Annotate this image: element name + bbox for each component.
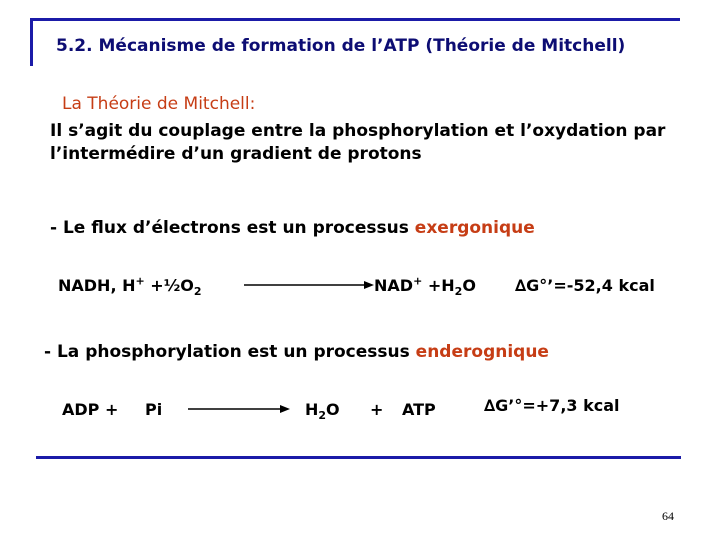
- intro-paragraph-line-2: l’intermédire d’un gradient de protons: [50, 144, 422, 164]
- energy-value-2: G’°=+7,3 kcal: [495, 396, 620, 415]
- delta-symbol-1: ∆: [515, 276, 527, 295]
- adp-reactant: ADP +: [62, 400, 119, 419]
- section-subtitle: La Théorie de Mitchell:: [62, 94, 256, 114]
- intro-paragraph: [50, 120, 665, 166]
- nadh-label: NADH, H: [58, 276, 136, 295]
- reaction-arrow-1: [244, 278, 374, 292]
- delta-symbol-2: ∆: [484, 396, 496, 415]
- endergonic-keyword: enderognique: [415, 342, 549, 362]
- bullet-exergonic: [50, 218, 535, 238]
- bullet-exergonic-text: - Le flux d’électrons est un processus: [50, 218, 415, 238]
- reaction-arrow-2: [188, 402, 290, 416]
- slide-title: 5.2. Mécanisme de formation de l’ATP (Théorie de Mitchell): [56, 36, 626, 56]
- oxygen-subscript: 2: [193, 285, 202, 299]
- energy-value-1: G°’=-52,4 kcal: [526, 276, 655, 295]
- proton-charge: +: [135, 274, 145, 288]
- nad-products: [374, 274, 476, 299]
- title-frame-top: [30, 18, 680, 21]
- bullet-endergonic: [44, 342, 549, 362]
- water-o-1: O: [462, 276, 476, 295]
- exergonic-keyword: exergonique: [414, 218, 535, 238]
- half-oxygen-label: +½O: [150, 276, 194, 295]
- pi-reactant: Pi: [145, 400, 163, 419]
- footer-rule: [36, 456, 681, 459]
- atp-product: ATP: [402, 400, 436, 419]
- water-subscript-1: 2: [454, 285, 463, 299]
- nad-label: NAD: [374, 276, 414, 295]
- water-h-2: H: [305, 400, 319, 419]
- page-number: 64: [662, 509, 674, 523]
- water-o-2: O: [326, 400, 340, 419]
- water-product: [305, 400, 340, 423]
- intro-paragraph-line-1: Il s’agit du couplage entre la phosphorylation et l’oxydation par: [50, 121, 666, 141]
- bullet-endergonic-text: - La phosphorylation est un processus: [44, 342, 416, 362]
- water-label-1: +H: [427, 276, 455, 295]
- water-subscript-2: 2: [318, 409, 327, 423]
- delta-g-endergonic: [484, 396, 620, 415]
- delta-g-exergonic: [515, 276, 655, 295]
- nadh-reactants: [58, 274, 202, 299]
- title-frame-left: [30, 18, 33, 66]
- plus-sign: +: [370, 400, 384, 419]
- nad-charge: +: [413, 274, 423, 288]
